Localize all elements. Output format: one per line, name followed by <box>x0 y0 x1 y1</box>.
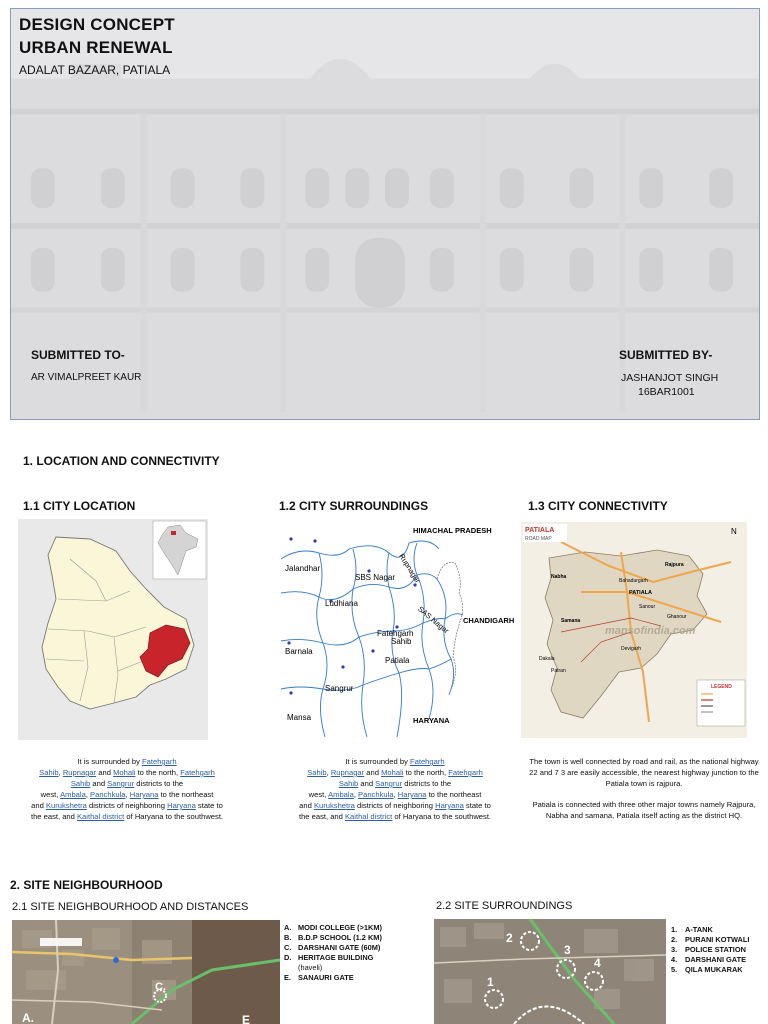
link-fatehgarh-sahib-2[interactable]: Sahib <box>338 779 359 788</box>
connectivity-paragraph <box>526 756 762 821</box>
submitted-to-label: SUBMITTED TO- <box>31 348 125 362</box>
link-kurukshetra[interactable]: Kurukshetra <box>313 801 355 810</box>
legend-item: E. SANAURI GATE <box>284 973 354 982</box>
submitted-by-label: SUBMITTED BY- <box>619 348 713 362</box>
link-haryana-2[interactable]: Haryana <box>435 801 464 810</box>
legend-item: A. MODI COLLEGE (>1KM) <box>284 923 382 932</box>
label-chandigarh: CHANDIGARH <box>463 616 515 625</box>
label-sbs-nagar: SBS Nagar <box>355 573 396 582</box>
link-fatehgarh-sahib[interactable]: Fatehgarh <box>409 757 445 766</box>
label-haryana: HARYANA <box>413 716 450 725</box>
link-haryana-2[interactable]: Haryana <box>167 801 196 810</box>
map-marker-c: C. <box>155 981 166 993</box>
legend-item: C. DARSHANI GATE (60M) <box>284 943 381 952</box>
link-sangrur[interactable]: Sangrur <box>107 779 135 788</box>
label-patiala: Patiala <box>385 656 410 665</box>
link-mohali[interactable]: Mohali <box>381 768 404 777</box>
link-rupnagar[interactable]: Rupnagar <box>330 768 365 777</box>
city-location-map <box>18 519 208 740</box>
label-fatehgarh-1: Fatehgarh <box>377 629 414 638</box>
cover-title-line1: DESIGN CONCEPT <box>19 15 175 34</box>
neighbourhood-aerial-map <box>12 920 280 1024</box>
label-himachal: HIMACHAL PRADESH <box>413 526 492 535</box>
connectivity-text-1: The town is well connected by road and rail, as the national highway 22 and 7 3 are easily accessible, the nearest highway junction to the Patiala town is rajpura. <box>529 757 759 788</box>
section1-heading: 1. LOCATION AND CONNECTIVITY <box>23 454 220 468</box>
surroundings-paragraph-1: It is surrounded by Fatehgarh Sahib, Rupnagar and Mohali to the north, Fatehgarh Sahib and Sangrur districts to the west, Ambala, Panchkula, Haryana to the northeast and Kurukshetra districts of neighboring Haryana state to the east, and Kaithal district of Haryana to the southwest. <box>30 757 224 821</box>
link-fatehgarh-sahib-2[interactable]: Fatehgarh <box>448 768 483 777</box>
link-fatehgarh-sahib[interactable]: Fatehgarh <box>141 757 177 766</box>
site-neighbourhood-heading: 2.1 SITE NEIGHBOURHOOD AND DISTANCES <box>12 901 249 913</box>
label-ludhiana: Ludhiana <box>325 599 358 608</box>
road-map-title: PATIALA <box>525 527 555 534</box>
link-ambala[interactable]: Ambala <box>60 790 86 799</box>
legend-title: LEGEND <box>711 684 732 690</box>
legend-item: 4. DARSHANI GATE <box>671 955 747 964</box>
link-haryana[interactable]: Haryana <box>129 790 159 799</box>
surroundings-paragraph-2: It is surrounded by Fatehgarh Sahib, Rupnagar and Mohali to the north, Fatehgarh Sahib and Sangrur districts to the west, Ambala, Panchkula, Haryana to the northeast and Kurukshetra districts of neighboring Haryana state to the east, and Kaithal district of Haryana to the southwest. <box>298 757 492 821</box>
label-barnala: Barnala <box>285 647 313 656</box>
legend-item: 5. QILA MUKARAK <box>671 965 743 974</box>
link-fatehgarh-sahib[interactable]: Sahib <box>307 768 327 777</box>
link-kurukshetra[interactable]: Kurukshetra <box>45 801 87 810</box>
section2-heading: 2. SITE NEIGHBOURHOOD <box>10 878 163 892</box>
surroundings-marker-4: 4 <box>594 956 601 970</box>
link-kaithal-district[interactable]: Kaithal district <box>344 812 393 821</box>
label-fatehgarh-2: Sahib <box>391 637 412 646</box>
link-kaithal-district[interactable]: Kaithal district <box>76 812 125 821</box>
surroundings-aerial-map <box>434 919 666 1024</box>
town-patran: Patran <box>551 668 566 674</box>
town-rajpura: Rajpura <box>665 562 684 568</box>
legend-item: 2. PURANI KOTWALI <box>671 935 750 944</box>
label-jalandhar: Jalandhar <box>285 564 321 573</box>
town-patiala: PATIALA <box>629 590 653 596</box>
town-devigarh: Devigarh <box>621 646 642 652</box>
link-sangrur[interactable]: Sangrur <box>375 779 403 788</box>
map-watermark: mapsofindia.com <box>605 625 696 637</box>
connectivity-text-2: Patiala is connected with three other major towns namely Rajpura, Nabha and samana, Patiala itself acting as the district HQ. <box>532 800 756 820</box>
cover-panel <box>10 8 760 420</box>
link-fatehgarh-sahib-2[interactable]: Fatehgarh <box>180 768 215 777</box>
label-sangrur: Sangrur <box>325 684 354 693</box>
town-samana: Samana <box>561 618 581 624</box>
link-ambala[interactable]: Ambala <box>328 790 354 799</box>
map-marker-e: E <box>242 1013 251 1024</box>
map-marker-a: A. <box>22 1011 34 1024</box>
legend-item: 3. POLICE STATION <box>671 945 746 954</box>
legend-item: D. HERITAGE BUILDING <box>284 953 374 962</box>
legend-item: 1. A-TANK <box>671 925 713 934</box>
link-mohali[interactable]: Mohali <box>113 768 136 777</box>
city-surroundings-map <box>279 519 519 740</box>
city-connectivity-map <box>521 522 747 738</box>
surroundings-marker-1: 1 <box>487 975 494 989</box>
site-surroundings-heading: 2.2 SITE SURROUNDINGS <box>436 900 573 912</box>
road-map-subtitle: ROAD MAP <box>525 536 552 542</box>
legend-item: B. B.D.P SCHOOL (1.2 KM) <box>284 933 382 942</box>
link-rupnagar[interactable]: Rupnagar <box>62 768 97 777</box>
town-ghanour: Ghanour <box>667 614 687 620</box>
link-haryana[interactable]: Haryana <box>397 790 427 799</box>
surroundings-legend <box>671 925 766 975</box>
neighbourhood-legend <box>284 923 424 983</box>
town-nabha: Nabha <box>551 574 567 580</box>
link-panchkula[interactable]: Panchkula <box>358 790 394 799</box>
city-connectivity-heading: 1.3 CITY CONNECTIVITY <box>528 499 668 513</box>
town-sanour: Sanour <box>639 604 656 610</box>
town-dakala: Dakala <box>539 656 555 662</box>
svg-text:N: N <box>731 527 737 536</box>
link-panchkula[interactable]: Panchkula <box>90 790 126 799</box>
surroundings-marker-3: 3 <box>564 943 571 957</box>
link-fatehgarh-sahib[interactable]: Sahib <box>39 768 59 777</box>
label-sas-nagar: SAS Nagar <box>416 604 451 636</box>
city-location-heading: 1.1 CITY LOCATION <box>23 499 136 513</box>
submitted-by-id: 16BAR1001 <box>638 386 695 398</box>
label-mansa: Mansa <box>287 713 312 722</box>
legend-item: (haveli) <box>298 963 323 972</box>
city-surroundings-heading: 1.2 CITY SURROUNDINGS <box>279 499 429 513</box>
label-rupnagar: Rupnagar <box>397 551 423 585</box>
cover-location: ADALAT BAZAAR, PATIALA <box>19 63 171 77</box>
link-fatehgarh-sahib-2[interactable]: Sahib <box>70 779 91 788</box>
submitted-to-name: AR VIMALPREET KAUR <box>31 372 142 383</box>
town-bahadurgarh: Bahadurgarh <box>619 578 648 584</box>
submitted-by-name: JASHANJOT SINGH <box>621 372 719 384</box>
surroundings-marker-2: 2 <box>506 931 513 945</box>
cover-title-line2: URBAN RENEWAL <box>19 38 173 57</box>
